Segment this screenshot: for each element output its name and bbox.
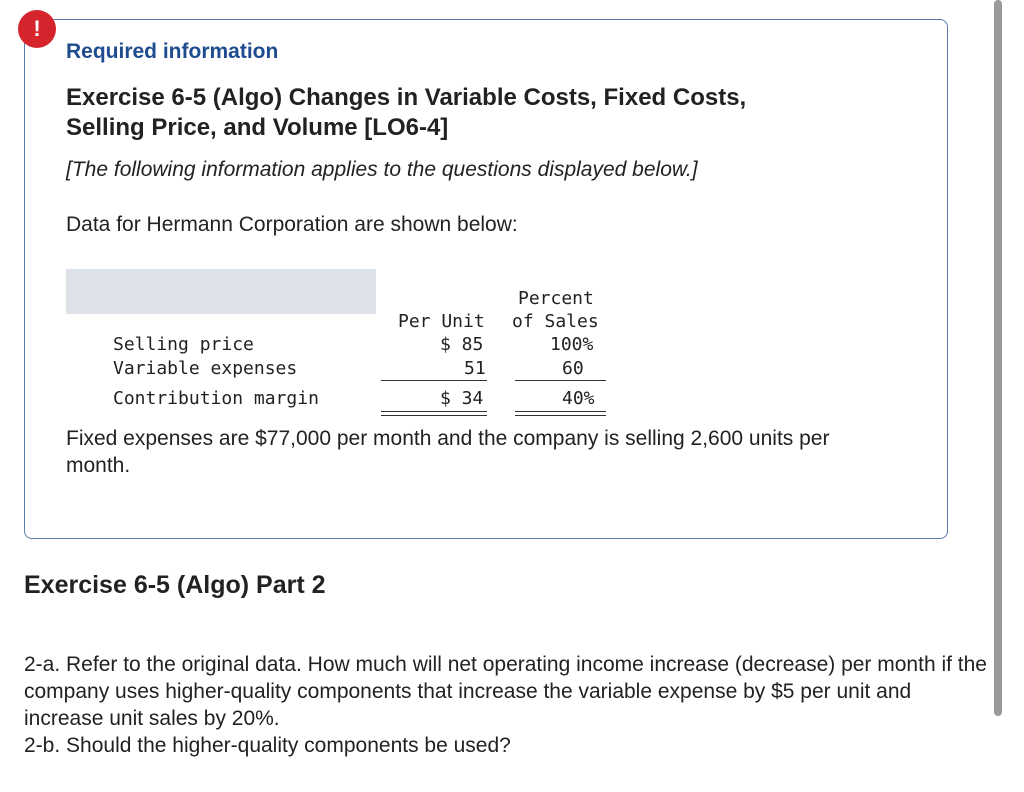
row-label-selling-price: Selling price bbox=[113, 334, 254, 355]
subtotal-rule-percent bbox=[515, 380, 606, 381]
exclamation-icon bbox=[18, 10, 56, 48]
total-rule-per-unit-2 bbox=[381, 415, 487, 416]
vertical-scrollbar[interactable] bbox=[994, 0, 1002, 716]
question-block bbox=[24, 651, 992, 759]
required-info-title: Required information bbox=[66, 40, 279, 63]
total-rule-per-unit-1 bbox=[381, 411, 487, 412]
fixed-expenses-text: Fixed expenses are $77,000 per month and the company is selling 2,600 units per month. bbox=[66, 427, 830, 477]
subtotal-rule-per-unit bbox=[381, 380, 487, 381]
selling-price-percent: 100% bbox=[550, 334, 594, 355]
variable-expenses-per-unit: 51 bbox=[464, 358, 486, 379]
part-title: Exercise 6-5 (Algo) Part 2 bbox=[24, 571, 326, 599]
total-rule-percent-1 bbox=[515, 411, 606, 412]
contribution-margin-percent: 40% bbox=[562, 388, 595, 409]
col-header-percent-line1: Percent bbox=[518, 288, 594, 309]
variable-expenses-percent: 60 bbox=[562, 358, 584, 379]
col-header-per-unit: Per Unit bbox=[398, 311, 485, 332]
alert-symbol: ! bbox=[33, 16, 41, 41]
question-2b: 2-b. Should the higher-quality components be used? bbox=[24, 734, 511, 757]
row-label-variable-expenses: Variable expenses bbox=[113, 358, 298, 379]
selling-price-per-unit: $ 85 bbox=[440, 334, 484, 355]
contribution-margin-per-unit: $ 34 bbox=[440, 388, 484, 409]
exercise-title: Exercise 6-5 (Algo) Changes in Variable Costs, Fixed Costs, Selling Price, and Volume [LO6-4] bbox=[66, 84, 747, 141]
total-rule-percent-2 bbox=[515, 415, 606, 416]
row-label-contribution-margin: Contribution margin bbox=[113, 388, 319, 409]
question-2a: 2-a. Refer to the original data. How much will net operating income increase (decrease) per month if the company uses higher-quality components that increase the variable expense by $5 per unit and increase unit sales by 20%. bbox=[24, 653, 987, 730]
applies-note: [The following information applies to the questions displayed below.] bbox=[66, 158, 698, 181]
data-intro-text: Data for Hermann Corporation are shown below: bbox=[66, 213, 518, 236]
table-header-band bbox=[66, 269, 376, 314]
col-header-percent-line2: of Sales bbox=[512, 311, 599, 332]
financial-data-table bbox=[66, 269, 599, 409]
